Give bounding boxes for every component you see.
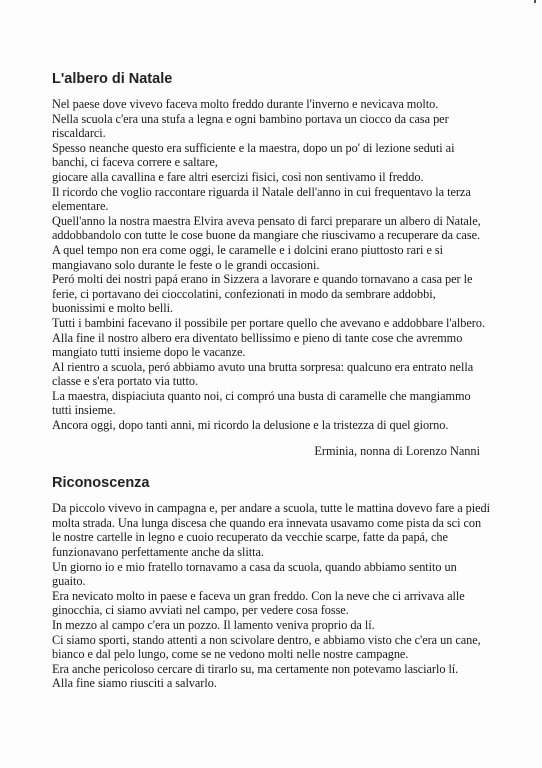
scan-edge-mark: [534, 0, 536, 3]
paragraph: Il ricordo che voglio raccontare riguarda il Natale dell'anno in cui frequentavo la terza elementare.: [52, 184, 471, 214]
paragraph: Spesso neanche questo era sufficiente e la maestra, dopo un po' di lezione seduti ai banchi, ci faceva correre e saltare,: [52, 140, 455, 170]
paragraph: Era nevicato molto in paese e faceva un gran freddo. Con la neve che ci arrivava alle ginocchia, ci siamo avviati nel campo, per vedere cosa fosse.: [52, 588, 465, 618]
paragraph: giocare alla cavallina e fare altri esercizi fisici, così non sentivamo il freddo.: [52, 169, 424, 184]
paragraph: Da piccolo vivevo in campagna e, per andare a scuola, tutte le mattina dovevo fare a piedi molta strada. Una lunga discesa che quando era innevata usavamo come pista da sci con le nostre cartelle in legno e cuoio recuperato da vecchie scarpe, fatte da papá, che funzionavano perfettamente anche da slitta.: [52, 501, 491, 560]
paragraph: Un giorno io e mio fratello tornavamo a casa da scuola, quando abbiamo sentito un guaito.: [52, 559, 457, 589]
paragraph: A quel tempo non era come oggi, le caramelle e i dolcini erano piuttosto rari e si mangiavano solo durante le feste o le grandi occasioni.: [52, 242, 443, 272]
story-riconoscenza: [52, 501, 492, 691]
story-albero-di-natale: [52, 97, 492, 433]
paragraph: Al rientro a scuola, peró abbiamo avuto una brutta sorpresa: qualcuno era entrato nella classe e s'era portato via tutto.: [52, 359, 474, 389]
paragraph: Peró molti dei nostri papá erano in Sizzera a lavorare e quando tornavano a casa per le ferie, ci portavano dei cioccolatini, confezionati in modo da sembrare addobbi, buonissimi e molto belli.: [52, 272, 473, 316]
author-signature: Erminia, nonna di Lorenzo Nanni: [314, 443, 480, 458]
paragraph: La maestra, dispiaciuta quanto noi, ci compró una busta di caramelle che mangiammo tutti insieme.: [52, 388, 471, 418]
section-title-riconoscenza: Riconoscenza: [52, 475, 150, 492]
paragraph: Tutti i bambini facevano il possibile per portare quello che avevano e addobbare l'albero.: [52, 315, 485, 330]
paragraph: Nella scuola c'era una stufa a legna e ogni bambino portava un ciocco da casa per riscaldarci.: [52, 111, 449, 141]
paragraph: In mezzo al campo c'era un pozzo. Il lamento veniva proprio da lí.: [52, 618, 375, 632]
paragraph: Nel paese dove vivevo faceva molto freddo durante l'inverno e nevicava molto.: [52, 97, 439, 111]
document-content: [52, 70, 492, 691]
section-title-albero-di-natale: L'albero di Natale: [52, 71, 173, 87]
paragraph: Ancora oggi, dopo tanti anni, mi ricordo la delusione e la tristezza di quel giorno.: [52, 418, 449, 433]
paragraph: Alla fine siamo riusciti a salvarlo.: [52, 676, 217, 691]
paragraph: Quell'anno la nostra maestra Elvira aveva pensato di farci preparare un albero di Natale, addobbandolo con tutte le cose buone da mangiare che riuscivamo a recuperare da case.: [52, 213, 481, 243]
paragraph: Ci siamo sporti, stando attenti a non scivolare dentro, e abbiamo visto che c'era un cane, bianco e dal pelo lungo, come se ne vedono molti nelle nostre campagne.: [52, 632, 481, 662]
paragraph: Alla fine il nostro albero era diventato bellissimo e pieno di tante cose che avremmo mangiato tutti insieme dopo le vacanze.: [52, 330, 463, 360]
paragraph: Era anche pericoloso cercare di tirarlo su, ma certamente non potevamo lasciarlo lí.: [52, 661, 459, 676]
